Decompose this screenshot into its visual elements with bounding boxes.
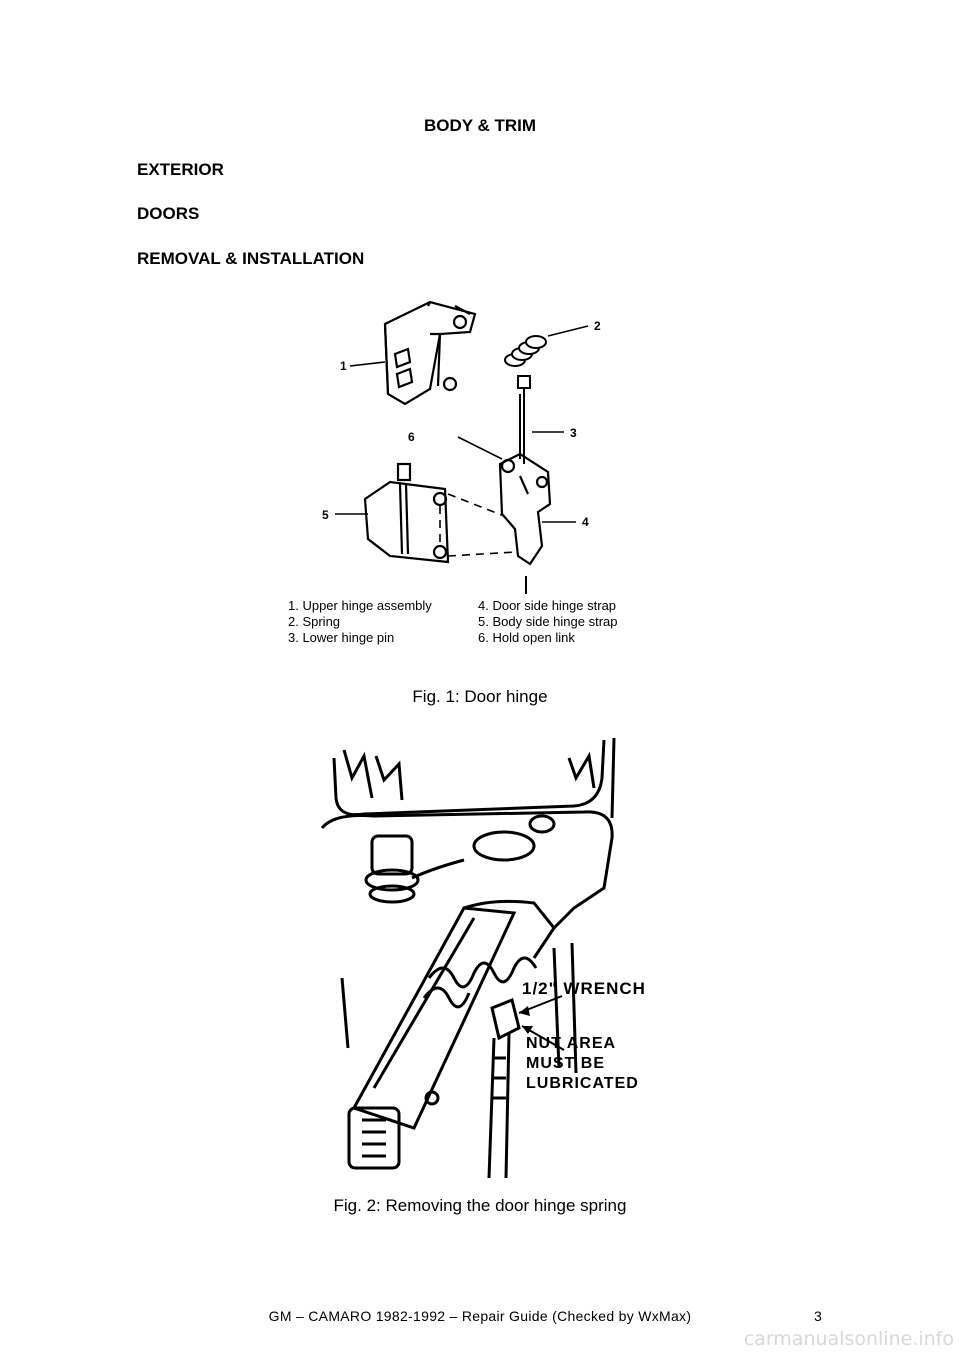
callout-1: 1 [340,359,347,373]
page-number: 3 [814,1308,822,1324]
figure1-caption: Fig. 1: Door hinge [412,687,548,706]
label-lubricated: LUBRICATED [526,1075,639,1092]
label-wrench-size: 1/2" WRENCH [522,979,646,998]
legend-item-2: 2. Spring [288,614,341,629]
page-footer: GM – CAMARO 1982-1992 – Repair Guide (Checked by WxMax) [268,1308,692,1324]
legend-item-5: 5. Body side hinge strap [478,614,618,629]
heading-doors: DOORS [137,204,200,223]
page-title: BODY & TRIM [423,116,537,135]
label-nut-area: NUT AREA [526,1035,617,1052]
label-must-be: MUST BE [526,1055,605,1072]
callout-3: 3 [570,426,577,440]
legend-item-4: 4. Door side hinge strap [478,598,617,613]
figure-door-hinge [280,294,660,664]
watermark: carmanualsonline.info [743,1328,954,1350]
callout-5: 5 [322,508,329,522]
figure2-caption: Fig. 2: Removing the door hinge spring [333,1196,627,1215]
heading-removal-installation: REMOVAL & INSTALLATION [137,249,365,268]
legend-item-6: 6. Hold open link [478,630,575,645]
legend-item-1: 1. Upper hinge assembly [288,598,432,613]
figure-hinge-spring-removal [314,728,648,1186]
callout-2: 2 [594,319,601,333]
heading-exterior: EXTERIOR [137,160,224,179]
callout-6: 6 [408,430,415,444]
legend-item-3: 3. Lower hinge pin [288,630,395,645]
callout-4: 4 [582,515,589,529]
